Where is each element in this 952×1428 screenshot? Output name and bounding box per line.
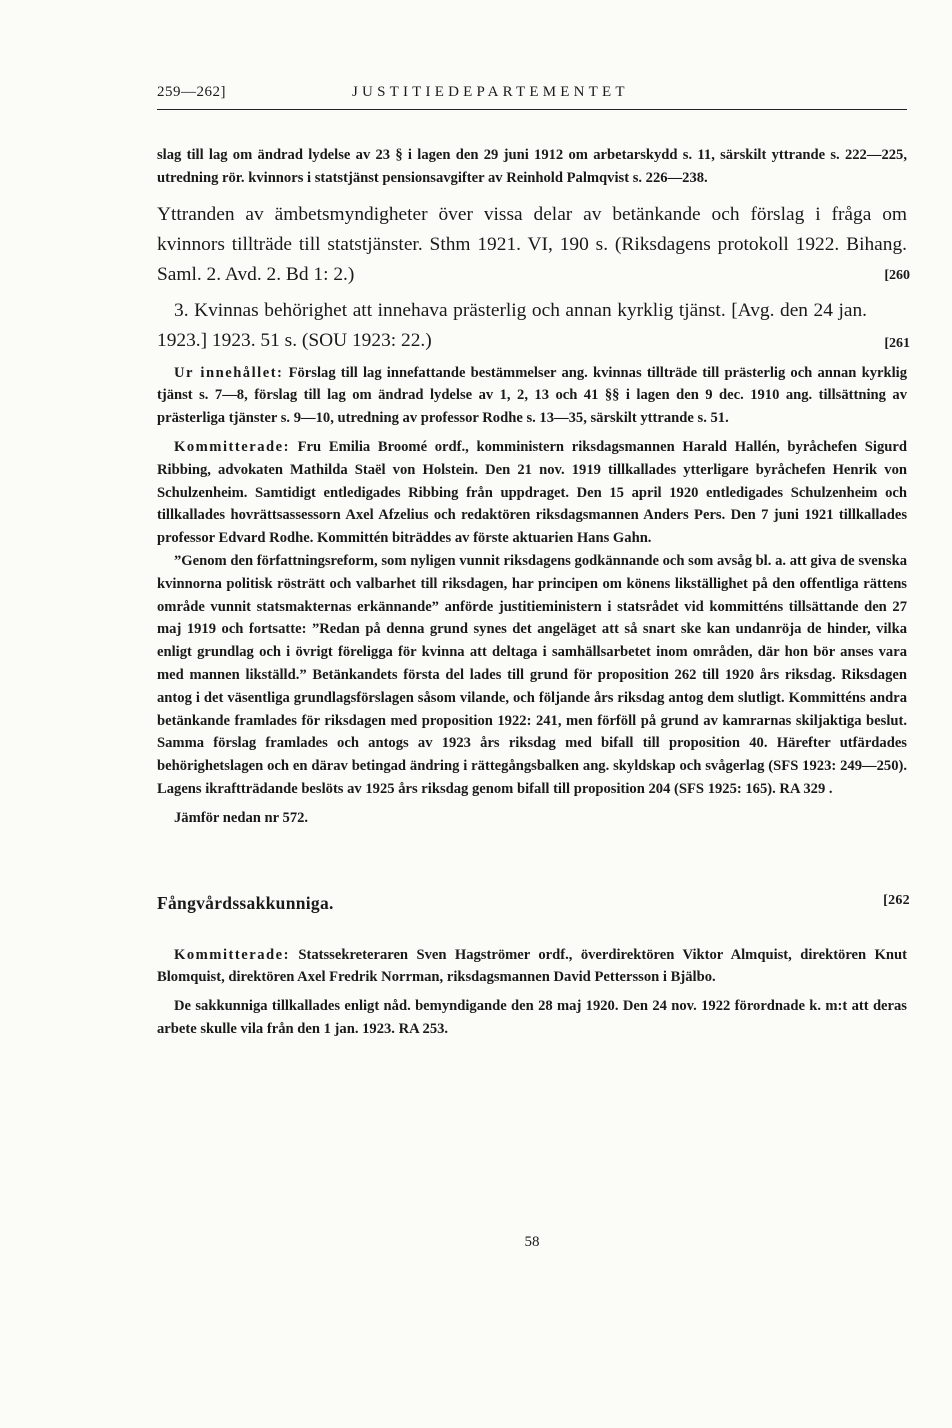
committee-262-text: Statssekreteraren Sven Hagströmer ordf., överdirektören Viktor Almquist, direktören Knut Blomquist, direktören Axel Fredrik Norrman, riksdagsmannen David Pettersson i Bjälbo.: [157, 946, 907, 986]
entry-262-ref: [262: [883, 892, 910, 908]
entry-262-heading: [157, 892, 910, 914]
committee-label: Kommitterade:: [174, 438, 290, 455]
entry-262-text: De sakkunniga tillkallades enligt nåd. bemyndigande den 28 maj 1920. Den 24 nov. 1922 förordnade k. m:t att deras arbete skulle vila från den 1 jan. 1923. RA 253.: [157, 998, 907, 1037]
entry-261-title: 3. Kvinnas behörighet att innehava prästerlig och annan kyrklig tjänst. [Avg. den 24 jan. 1923.] 1923. 51 s. (SOU 1923: 22.): [157, 299, 867, 351]
entry-261-history: ”Genom den författningsreform, som nyligen vunnit riksdagens godkännande och som avsåg bl. a. att giva de svenska kvinnorna politisk rösträtt och valbarhet till riksdagen, har principen om könens likställighet på den offentliga rättens område vunnit statsmakternas erkännande” anförde justitieministern i statsrådet vid kommitténs tillsättande den 27 maj 1919 och fortsatte: ”Redan på denna grund synes det angeläget att så snart ske kan undanröja de hinder, vilka enligt grundlag och i övrigt föreligga för kvinna att deltaga i samhällsarbetet inom områden, där hon bör anses vara med mannen likställd.” Betänkandets första del lades till grund för proposition 262 till 1920 års riksdag. Riksdagen antog i det väsentliga grundlagsförslagen såsom vilande, och följande års riksdag antog dem slutligt. Kommitténs andra betänkande framlades för riksdagen med proposition 1922: 241, men förföll på grund av kamrarnas skiljaktiga beslut. Samma förslag framlades och antogs av 1923 års riksdag med bifall till proposition 40. Härefter utfärdades behörighetslagen och en därav betingad ändring i rättegångsbalken ang. skyldskap och svågerlag (SFS 1923: 249—250). Lagens ikraftträdande beslöts av 1925 års riksdag genom bifall till proposition 204 (SFS 1925: 165). RA 329 .: [157, 552, 907, 797]
entry-261-committee: [157, 436, 907, 550]
committee-262-label: Kommitterade:: [174, 946, 290, 963]
entry-262-title: Fångvårdssakkunniga.: [157, 892, 334, 913]
department-title: JUSTITIEDEPARTEMENTET: [352, 84, 629, 100]
entry-261: [157, 296, 910, 356]
entry-260-text: Yttranden av ämbetsmyndigheter över vissa delar av betänkande och förslag i fråga om kvinnors tillträde till statstjänster. Sthm 1921. VI, 190 s. (Riksdagens protokoll 1922. Bihang. Saml. 2. Avd. 2. Bd 1: 2.): [157, 203, 907, 285]
entry-261-compare: Jämför nedan nr 572.: [174, 809, 309, 826]
intro-paragraph: slag till lag om ändrad lydelse av 23 § i lagen den 29 juni 1912 om arbetarskydd s. 11, särskilt yttrande s. 222—225, utredning rör. kvinnors i statstjänst pensionsavgifter av Reinhold Palmqvist s. 226—238.: [157, 147, 907, 186]
committee-text: Fru Emilia Broomé ordf., komministern riksdagsmannen Harald Hallén, byråchefen Sigurd Ribbing, advokaten Mathilda Staël von Holstein. Den 21 nov. 1919 tillkallades ytterligare byråchefen Henrik von Schulzenheim. Samtidigt entledigades Ribbing från uppdraget. Den 15 april 1920 entledigades Schulzenheim och tillkallades hovrättsassessorn Axel Afzelius och redaktören riksdagsmannen Anders Pers. Den 7 juni 1921 tillkallades professor Edvard Rodhe. Kommittén biträddes av förste aktuarien Hans Gahn.: [157, 438, 907, 547]
running-header: [157, 84, 907, 110]
entry-261-contents: [157, 362, 907, 430]
document-page: [157, 84, 910, 1250]
contents-text: Förslag till lag innefattande bestämmelser ang. kvinnas tillträde till prästerlig och annan kyrklig tjänst s. 7—8, förslag till lag om ändrad lydelse av 1, 2, 13 och 41 §§ i lagen den 9 dec. 1910 ang. tillsättning av prästerliga tjänster s. 9—10, utredning av professor Rodhe s. 13—35, särskilt yttrande s. 51.: [157, 364, 908, 427]
contents-label: Ur innehållet:: [174, 364, 284, 381]
entry-262-committee: [157, 944, 907, 990]
page-range: 259—262]: [157, 84, 226, 100]
entry-260: [157, 200, 910, 290]
page-number: 58: [524, 1234, 540, 1250]
entry-260-ref: [260: [884, 267, 910, 283]
entry-261-ref: [261: [884, 335, 910, 351]
